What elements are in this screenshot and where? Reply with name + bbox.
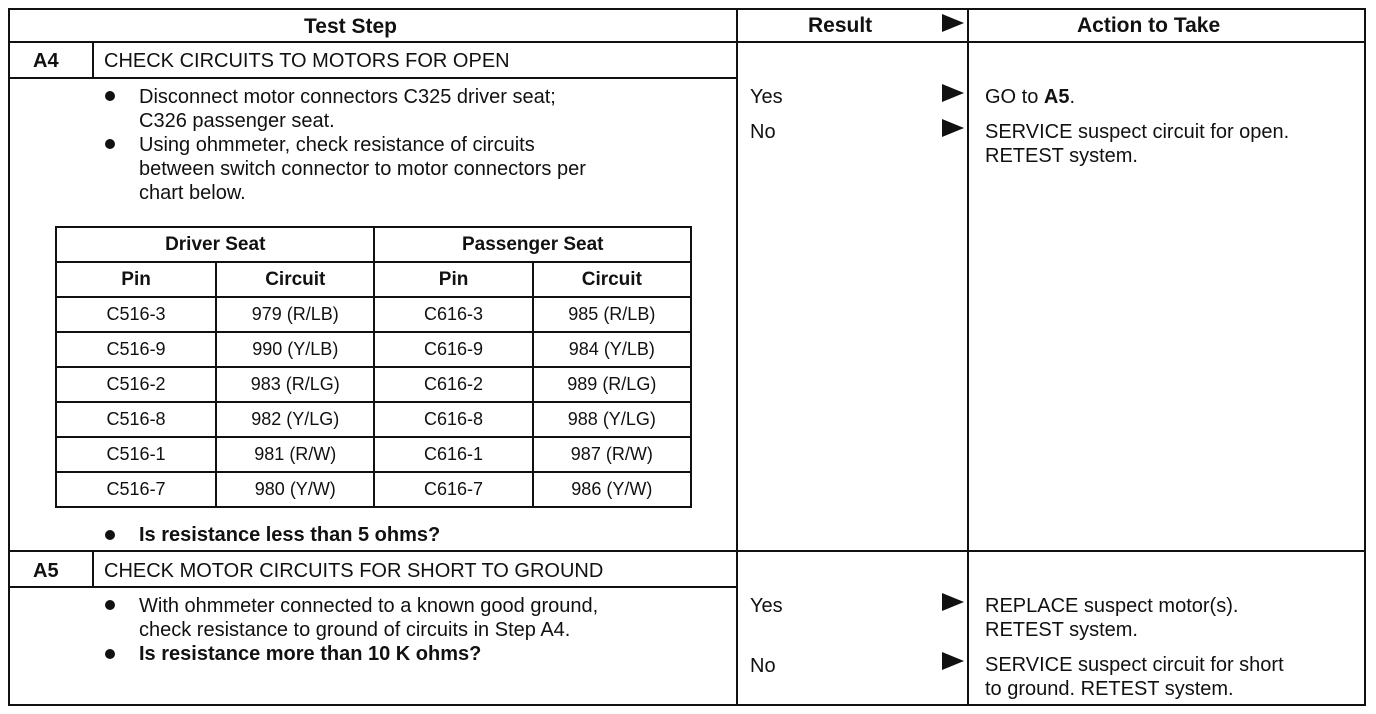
a4-bullet1-line2: C326 passenger seat.	[139, 110, 335, 132]
a5-bullet1-line1: With ohmmeter connected to a known good ground,	[139, 595, 599, 617]
a4-no-arrow-icon	[942, 119, 964, 137]
header-arrow-icon	[942, 14, 964, 32]
driver-circuit-cell: 990 (Y/LB)	[216, 332, 374, 367]
driver-pin-cell: C516-2	[56, 367, 216, 402]
driver-circuit-cell: 983 (R/LG)	[216, 367, 374, 402]
passenger-circuit-cell: 988 (Y/LG)	[533, 402, 691, 437]
driver-circuit-cell: 982 (Y/LG)	[216, 402, 374, 437]
divider-step-result	[736, 8, 738, 706]
driver-circuit-cell: 979 (R/LB)	[216, 297, 374, 332]
table-row	[56, 297, 691, 332]
passenger-circuit-cell: 989 (R/LG)	[533, 367, 691, 402]
a4-step-id: A4	[33, 50, 59, 72]
table-column-header-row	[56, 262, 691, 297]
a5-yes-arrow-icon	[942, 593, 964, 611]
passenger-pin-cell: C616-1	[374, 437, 532, 472]
table-group-header-row	[56, 227, 691, 262]
a5-action-no-line1: SERVICE suspect circuit for short	[985, 654, 1284, 676]
passenger-pin-cell: C616-7	[374, 472, 532, 507]
divider-result-action	[967, 8, 969, 706]
passenger-seat-header: Passenger Seat	[374, 227, 691, 262]
passenger-circuit-cell: 986 (Y/W)	[533, 472, 691, 507]
a4-bullet2-line1: Using ohmmeter, check resistance of circuits	[139, 134, 535, 156]
a4-action-yes-prefix: GO to	[985, 86, 1044, 108]
a4-bullet2-line2: between switch connector to motor connectors per	[139, 158, 586, 180]
driver-circuit-header: Circuit	[216, 262, 374, 297]
driver-circuit-cell: 981 (R/W)	[216, 437, 374, 472]
bullet-icon	[105, 91, 115, 101]
a4-action-yes-target: A5	[1043, 86, 1070, 108]
a5-bullet1-line2: check resistance to ground of circuits in Step A4.	[139, 619, 571, 641]
a5-result-no: No	[750, 655, 776, 677]
passenger-circuit-cell: 984 (Y/LB)	[533, 332, 691, 367]
a4-result-no: No	[750, 121, 776, 143]
a4-action-yes-suffix: .	[1069, 86, 1076, 108]
seat-circuit-table	[55, 226, 692, 508]
a5-id-divider	[92, 550, 94, 588]
passenger-pin-cell: C616-8	[374, 402, 532, 437]
driver-pin-cell: C516-3	[56, 297, 216, 332]
table-row	[56, 437, 691, 472]
a5-question: Is resistance more than 10 K ohms?	[139, 643, 482, 665]
a4-title-bottom-rule	[8, 77, 738, 79]
a4-bullet1-line1: Disconnect motor connectors C325 driver seat;	[139, 86, 556, 108]
a4-yes-arrow-icon	[942, 84, 964, 102]
a4-action-no-line1: SERVICE suspect circuit for open.	[985, 121, 1290, 143]
a5-result-yes: Yes	[750, 595, 783, 617]
a4-bullet2-line3: chart below.	[139, 182, 246, 204]
table-row	[56, 402, 691, 437]
passenger-circuit-cell: 987 (R/W)	[533, 437, 691, 472]
a4-action-no-line2: RETEST system.	[985, 145, 1138, 167]
driver-pin-cell: C516-8	[56, 402, 216, 437]
passenger-circuit-cell: 985 (R/LB)	[533, 297, 691, 332]
driver-pin-header: Pin	[56, 262, 216, 297]
a5-action-yes-line2: RETEST system.	[985, 619, 1138, 641]
bullet-icon	[105, 600, 115, 610]
a4-a5-separator	[8, 550, 1366, 552]
a5-action-yes-line1: REPLACE suspect motor(s).	[985, 595, 1239, 617]
driver-pin-cell: C516-1	[56, 437, 216, 472]
driver-pin-cell: C516-9	[56, 332, 216, 367]
passenger-circuit-header: Circuit	[533, 262, 691, 297]
a5-action-no-line2: to ground. RETEST system.	[985, 678, 1234, 700]
header-test-step: Test Step	[304, 15, 397, 38]
a4-question: Is resistance less than 5 ohms?	[139, 524, 441, 546]
a5-step-id: A5	[33, 560, 59, 582]
a5-no-arrow-icon	[942, 652, 964, 670]
driver-seat-header: Driver Seat	[56, 227, 374, 262]
bullet-icon	[105, 649, 115, 659]
bullet-icon	[105, 530, 115, 540]
bullet-icon	[105, 139, 115, 149]
driver-circuit-cell: 980 (Y/W)	[216, 472, 374, 507]
table-row	[56, 472, 691, 507]
table-row	[56, 367, 691, 402]
header-bottom-rule	[8, 41, 1366, 43]
table-row	[56, 332, 691, 367]
passenger-pin-header: Pin	[374, 262, 532, 297]
a4-id-divider	[92, 41, 94, 78]
a5-step-title: CHECK MOTOR CIRCUITS FOR SHORT TO GROUND	[104, 560, 604, 582]
a5-title-bottom-rule	[8, 586, 738, 588]
header-action: Action to Take	[1077, 14, 1221, 37]
header-result: Result	[808, 14, 873, 37]
passenger-pin-cell: C616-2	[374, 367, 532, 402]
a4-action-yes	[985, 85, 1075, 109]
a4-result-yes: Yes	[750, 86, 783, 108]
passenger-pin-cell: C616-9	[374, 332, 532, 367]
passenger-pin-cell: C616-3	[374, 297, 532, 332]
a4-step-title: CHECK CIRCUITS TO MOTORS FOR OPEN	[104, 50, 510, 72]
driver-pin-cell: C516-7	[56, 472, 216, 507]
